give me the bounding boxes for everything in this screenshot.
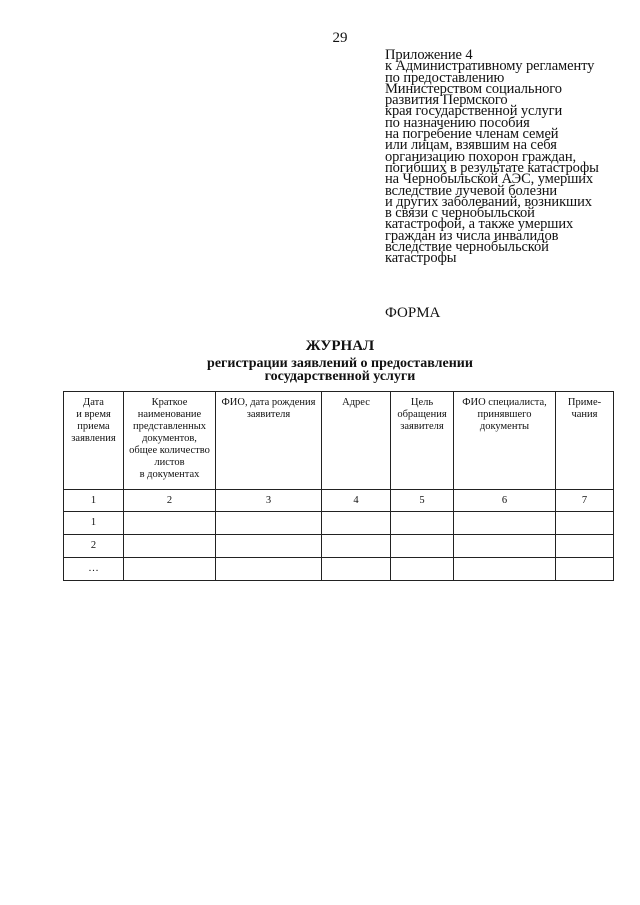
table-cell <box>556 558 614 581</box>
table-row <box>64 535 614 558</box>
page-number: 29 <box>332 30 348 46</box>
table-header-row <box>64 392 614 490</box>
column-number: 4 <box>322 490 391 512</box>
appendix-line: развития Пермского <box>385 92 508 109</box>
table-cell <box>124 512 216 535</box>
appendix-line: погибших в результате катастрофы <box>385 159 599 176</box>
row-number: 2 <box>64 535 124 558</box>
header-specialist: ФИО специалиста, принявшего документы <box>454 392 556 490</box>
column-number: 3 <box>216 490 322 512</box>
appendix-line: по предоставлению <box>385 69 505 86</box>
appendix-line: вследствие лучевой болезни <box>385 182 558 199</box>
appendix-line: Министерством социального <box>385 80 562 97</box>
header-date-time: Дата и время приема заявления <box>64 392 124 490</box>
header-purpose: Цель обращения заявителя <box>391 392 454 490</box>
table-cell <box>391 512 454 535</box>
document-subtitle <box>0 357 640 383</box>
appendix-line: по назначению пособия <box>385 114 530 131</box>
table-cell <box>322 535 391 558</box>
appendix-line: края государственной услуги <box>385 103 563 120</box>
appendix-line: на Чернобыльской АЭС, умерших <box>385 171 594 188</box>
document-title: ЖУРНАЛ <box>305 338 375 354</box>
column-number: 1 <box>64 490 124 512</box>
header-address: Адрес <box>322 392 391 490</box>
row-number: … <box>64 558 124 581</box>
subtitle-line: государственной услуги <box>264 369 416 384</box>
table-cell <box>216 535 322 558</box>
journal-table <box>63 391 614 581</box>
table-cell <box>391 535 454 558</box>
table-cell <box>124 535 216 558</box>
table-cell <box>454 558 556 581</box>
appendix-line: в связи с чернобыльской <box>385 205 535 222</box>
appendix-note <box>385 47 635 267</box>
table-cell <box>556 512 614 535</box>
table-row <box>64 512 614 535</box>
appendix-line: граждан из числа инвалидов <box>385 227 559 244</box>
table-cell <box>454 512 556 535</box>
table-cell <box>391 558 454 581</box>
appendix-line: катастрофы <box>385 250 457 267</box>
table-cell <box>322 558 391 581</box>
appendix-line: организацию похорон граждан, <box>385 148 577 165</box>
appendix-line: или лицам, взявшим на себя <box>385 137 557 154</box>
table-cell <box>216 558 322 581</box>
table-cell <box>454 535 556 558</box>
appendix-line: на погребение членам семей <box>385 126 559 143</box>
column-number: 2 <box>124 490 216 512</box>
table-row <box>64 558 614 581</box>
appendix-line: и других заболеваний, возникших <box>385 193 592 210</box>
table-cell <box>322 512 391 535</box>
form-label: ФОРМА <box>385 305 441 321</box>
appendix-line: Приложение 4 <box>385 47 473 63</box>
header-applicant-name-dob: ФИО, дата рождения заявителя <box>216 392 322 490</box>
table-cell <box>216 512 322 535</box>
column-number: 7 <box>556 490 614 512</box>
table-cell <box>556 535 614 558</box>
column-number-row <box>64 490 614 512</box>
row-number: 1 <box>64 512 124 535</box>
appendix-line: к Административному регламенту <box>385 58 595 75</box>
appendix-line: вследствие чернобыльской <box>385 239 549 256</box>
column-number: 6 <box>454 490 556 512</box>
column-number: 5 <box>391 490 454 512</box>
table-cell <box>124 558 216 581</box>
header-documents: Краткое наименование представленных документов, общее количество листов в документах <box>124 392 216 490</box>
subtitle-line: регистрации заявлений о предоставлении <box>207 356 473 371</box>
appendix-line: катастрофой, а также умерших <box>385 216 574 233</box>
header-notes: Приме- чания <box>556 392 614 490</box>
